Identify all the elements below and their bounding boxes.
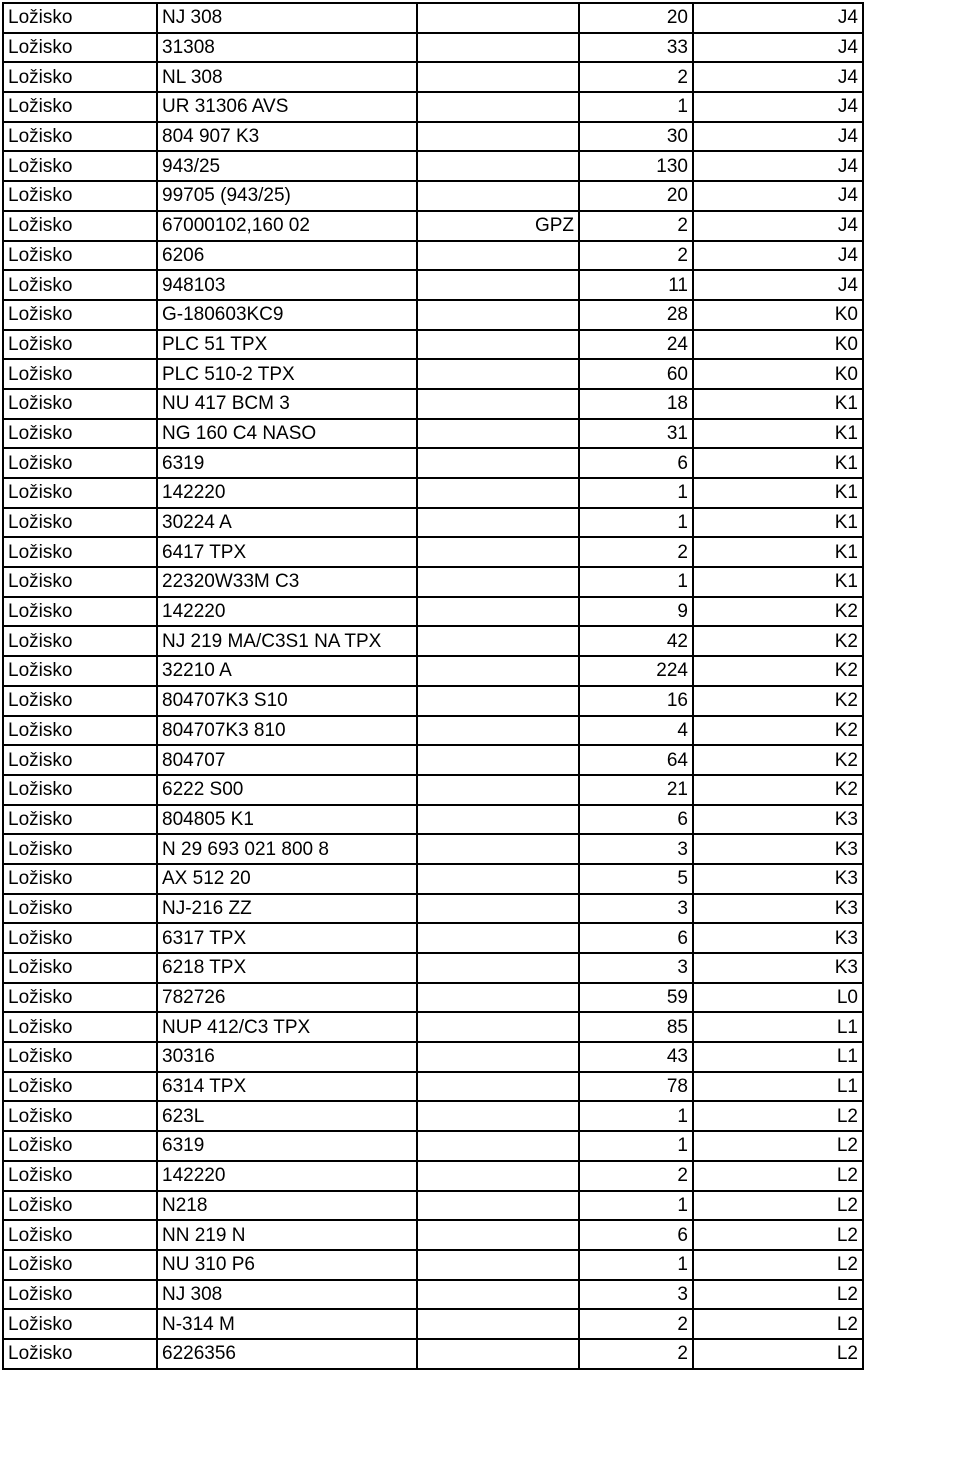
item-location-cell[interactable]: J4 — [693, 270, 863, 300]
item-code-cell[interactable]: 804707K3 S10 — [157, 686, 417, 716]
item-note-cell[interactable] — [417, 92, 579, 122]
table-row — [3, 983, 863, 1013]
item-note-cell[interactable] — [417, 270, 579, 300]
item-quantity-cell[interactable]: 20 — [579, 3, 693, 33]
item-location-cell[interactable]: K1 — [693, 567, 863, 597]
table-row — [3, 1161, 863, 1191]
item-code-cell[interactable]: 804707 — [157, 745, 417, 775]
item-name-cell[interactable]: Ložisko — [3, 953, 157, 983]
table-row — [3, 745, 863, 775]
item-quantity-cell[interactable]: 59 — [579, 983, 693, 1013]
table-row — [3, 567, 863, 597]
item-name-cell[interactable]: Ložisko — [3, 983, 157, 1013]
item-name-cell[interactable]: Ložisko — [3, 62, 157, 92]
item-code-cell[interactable]: NN 219 N — [157, 1220, 417, 1250]
item-note-cell[interactable] — [417, 716, 579, 746]
table-row — [3, 241, 863, 271]
table-row — [3, 181, 863, 211]
item-name-cell[interactable]: Ložisko — [3, 626, 157, 656]
item-quantity-cell[interactable]: 1 — [579, 1191, 693, 1221]
item-quantity-cell[interactable]: 6 — [579, 448, 693, 478]
item-quantity-cell[interactable]: 6 — [579, 1220, 693, 1250]
item-quantity-cell[interactable]: 60 — [579, 359, 693, 389]
item-note-cell[interactable] — [417, 1042, 579, 1072]
item-note-cell[interactable] — [417, 300, 579, 330]
item-location-cell[interactable]: J4 — [693, 241, 863, 271]
item-quantity-cell[interactable]: 64 — [579, 745, 693, 775]
item-location-cell[interactable]: K1 — [693, 448, 863, 478]
item-code-cell[interactable]: 32210 A — [157, 656, 417, 686]
item-note-cell[interactable] — [417, 1161, 579, 1191]
item-name-cell[interactable]: Ložisko — [3, 270, 157, 300]
item-quantity-cell[interactable]: 2 — [579, 1309, 693, 1339]
item-note-cell[interactable] — [417, 953, 579, 983]
item-note-cell[interactable] — [417, 567, 579, 597]
item-location-cell[interactable]: J4 — [693, 122, 863, 152]
item-note-cell[interactable] — [417, 894, 579, 924]
item-location-cell[interactable]: J4 — [693, 92, 863, 122]
table-row — [3, 1101, 863, 1131]
item-code-cell[interactable]: N 29 693 021 800 8 — [157, 834, 417, 864]
item-note-cell[interactable] — [417, 122, 579, 152]
item-location-cell[interactable]: J4 — [693, 181, 863, 211]
item-code-cell[interactable]: 30316 — [157, 1042, 417, 1072]
item-location-cell[interactable]: J4 — [693, 3, 863, 33]
item-quantity-cell[interactable]: 2 — [579, 537, 693, 567]
item-code-cell[interactable]: 142220 — [157, 478, 417, 508]
item-location-cell[interactable]: K1 — [693, 478, 863, 508]
item-name-cell[interactable]: Ložisko — [3, 508, 157, 538]
table-row — [3, 716, 863, 746]
item-note-cell[interactable] — [417, 181, 579, 211]
inventory-table-body — [3, 3, 863, 1369]
item-code-cell[interactable]: 67000102,160 02 — [157, 211, 417, 241]
table-row — [3, 1250, 863, 1280]
item-name-cell[interactable]: Ložisko — [3, 894, 157, 924]
table-row — [3, 3, 863, 33]
item-note-cell[interactable] — [417, 983, 579, 1013]
item-name-cell[interactable]: Ložisko — [3, 389, 157, 419]
item-code-cell[interactable]: 6319 — [157, 1131, 417, 1161]
item-name-cell[interactable]: Ložisko — [3, 1280, 157, 1310]
item-location-cell[interactable]: L2 — [693, 1101, 863, 1131]
item-name-cell[interactable]: Ložisko — [3, 211, 157, 241]
item-quantity-cell[interactable]: 1 — [579, 92, 693, 122]
item-quantity-cell[interactable]: 2 — [579, 241, 693, 271]
table-row — [3, 1191, 863, 1221]
item-name-cell[interactable]: Ložisko — [3, 1101, 157, 1131]
item-code-cell[interactable]: UR 31306 AVS — [157, 92, 417, 122]
item-quantity-cell[interactable]: 16 — [579, 686, 693, 716]
item-location-cell[interactable]: K1 — [693, 419, 863, 449]
item-location-cell[interactable]: K2 — [693, 686, 863, 716]
item-name-cell[interactable]: Ložisko — [3, 122, 157, 152]
item-note-cell[interactable] — [417, 330, 579, 360]
inventory-table — [2, 2, 864, 1370]
item-code-cell[interactable]: 782726 — [157, 983, 417, 1013]
table-row — [3, 1339, 863, 1369]
table-row — [3, 923, 863, 953]
item-note-cell[interactable] — [417, 686, 579, 716]
item-code-cell[interactable]: NL 308 — [157, 62, 417, 92]
table-row — [3, 330, 863, 360]
item-note-cell[interactable] — [417, 241, 579, 271]
table-row — [3, 834, 863, 864]
item-location-cell[interactable]: K2 — [693, 775, 863, 805]
item-location-cell[interactable]: K2 — [693, 656, 863, 686]
item-code-cell[interactable]: 6417 TPX — [157, 537, 417, 567]
table-row — [3, 1012, 863, 1042]
item-note-cell[interactable] — [417, 656, 579, 686]
table-row — [3, 1280, 863, 1310]
item-code-cell[interactable]: 623L — [157, 1101, 417, 1131]
item-quantity-cell[interactable]: 130 — [579, 151, 693, 181]
item-quantity-cell[interactable]: 21 — [579, 775, 693, 805]
table-row — [3, 1072, 863, 1102]
item-note-cell[interactable] — [417, 33, 579, 63]
item-name-cell[interactable]: Ložisko — [3, 330, 157, 360]
table-row — [3, 1220, 863, 1250]
item-code-cell[interactable]: NJ 308 — [157, 1280, 417, 1310]
item-code-cell[interactable]: 6206 — [157, 241, 417, 271]
table-row — [3, 686, 863, 716]
item-name-cell[interactable]: Ložisko — [3, 478, 157, 508]
item-quantity-cell[interactable]: 42 — [579, 626, 693, 656]
item-quantity-cell[interactable]: 1 — [579, 1131, 693, 1161]
item-name-cell[interactable]: Ložisko — [3, 181, 157, 211]
item-location-cell[interactable]: K3 — [693, 894, 863, 924]
item-name-cell[interactable]: Ložisko — [3, 1072, 157, 1102]
item-quantity-cell[interactable]: 2 — [579, 1339, 693, 1369]
item-location-cell[interactable]: L2 — [693, 1191, 863, 1221]
item-quantity-cell[interactable]: 2 — [579, 62, 693, 92]
table-row — [3, 62, 863, 92]
item-quantity-cell[interactable]: 28 — [579, 300, 693, 330]
item-location-cell[interactable]: L2 — [693, 1339, 863, 1369]
item-name-cell[interactable]: Ložisko — [3, 359, 157, 389]
item-name-cell[interactable]: Ložisko — [3, 92, 157, 122]
item-code-cell[interactable]: 31308 — [157, 33, 417, 63]
item-location-cell[interactable]: K3 — [693, 864, 863, 894]
item-location-cell[interactable]: L2 — [693, 1280, 863, 1310]
item-code-cell[interactable]: NJ 219 MA/C3S1 NA TPX — [157, 626, 417, 656]
item-location-cell[interactable]: K2 — [693, 745, 863, 775]
table-row — [3, 389, 863, 419]
item-quantity-cell[interactable]: 9 — [579, 597, 693, 627]
item-quantity-cell[interactable]: 5 — [579, 864, 693, 894]
item-name-cell[interactable]: Ložisko — [3, 1250, 157, 1280]
item-code-cell[interactable]: 99705 (943/25) — [157, 181, 417, 211]
item-quantity-cell[interactable]: 224 — [579, 656, 693, 686]
item-note-cell[interactable] — [417, 151, 579, 181]
table-row — [3, 359, 863, 389]
item-note-cell[interactable] — [417, 389, 579, 419]
item-note-cell[interactable] — [417, 923, 579, 953]
item-location-cell[interactable]: K1 — [693, 537, 863, 567]
item-name-cell[interactable]: Ložisko — [3, 1339, 157, 1369]
item-name-cell[interactable]: Ložisko — [3, 1161, 157, 1191]
item-quantity-cell[interactable]: 33 — [579, 33, 693, 63]
item-code-cell[interactable]: 6226356 — [157, 1339, 417, 1369]
item-name-cell[interactable]: Ložisko — [3, 1309, 157, 1339]
item-code-cell[interactable]: NJ 308 — [157, 3, 417, 33]
item-quantity-cell[interactable]: 1 — [579, 567, 693, 597]
item-name-cell[interactable]: Ložisko — [3, 3, 157, 33]
item-note-cell[interactable] — [417, 1309, 579, 1339]
item-quantity-cell[interactable]: 30 — [579, 122, 693, 152]
item-note-cell[interactable] — [417, 1072, 579, 1102]
item-quantity-cell[interactable]: 31 — [579, 419, 693, 449]
item-quantity-cell[interactable]: 11 — [579, 270, 693, 300]
item-location-cell[interactable]: K2 — [693, 716, 863, 746]
item-quantity-cell[interactable]: 4 — [579, 716, 693, 746]
table-row — [3, 775, 863, 805]
item-name-cell[interactable]: Ložisko — [3, 241, 157, 271]
item-location-cell[interactable]: L2 — [693, 1220, 863, 1250]
item-code-cell[interactable]: G-180603KC9 — [157, 300, 417, 330]
item-note-cell[interactable] — [417, 864, 579, 894]
item-note-cell[interactable]: GPZ — [417, 211, 579, 241]
item-note-cell[interactable] — [417, 1339, 579, 1369]
item-quantity-cell[interactable]: 43 — [579, 1042, 693, 1072]
item-code-cell[interactable]: NU 310 P6 — [157, 1250, 417, 1280]
item-code-cell[interactable]: 6317 TPX — [157, 923, 417, 953]
item-name-cell[interactable]: Ložisko — [3, 567, 157, 597]
table-row — [3, 656, 863, 686]
item-quantity-cell[interactable]: 2 — [579, 211, 693, 241]
item-note-cell[interactable] — [417, 775, 579, 805]
item-name-cell[interactable]: Ložisko — [3, 805, 157, 835]
table-row — [3, 122, 863, 152]
item-quantity-cell[interactable]: 1 — [579, 508, 693, 538]
item-quantity-cell[interactable]: 18 — [579, 389, 693, 419]
item-note-cell[interactable] — [417, 1012, 579, 1042]
item-note-cell[interactable] — [417, 508, 579, 538]
item-name-cell[interactable]: Ložisko — [3, 775, 157, 805]
item-location-cell[interactable]: L1 — [693, 1012, 863, 1042]
item-location-cell[interactable]: L2 — [693, 1250, 863, 1280]
table-row — [3, 864, 863, 894]
item-code-cell[interactable]: 804805 K1 — [157, 805, 417, 835]
table-row — [3, 805, 863, 835]
item-location-cell[interactable]: L2 — [693, 1309, 863, 1339]
item-quantity-cell[interactable]: 24 — [579, 330, 693, 360]
item-quantity-cell[interactable]: 1 — [579, 1250, 693, 1280]
item-name-cell[interactable]: Ložisko — [3, 716, 157, 746]
item-note-cell[interactable] — [417, 419, 579, 449]
item-code-cell[interactable]: 30224 A — [157, 508, 417, 538]
table-row — [3, 537, 863, 567]
item-code-cell[interactable]: PLC 51 TPX — [157, 330, 417, 360]
item-code-cell[interactable]: 6314 TPX — [157, 1072, 417, 1102]
item-quantity-cell[interactable]: 6 — [579, 805, 693, 835]
item-code-cell[interactable]: 6218 TPX — [157, 953, 417, 983]
item-location-cell[interactable]: J4 — [693, 151, 863, 181]
item-note-cell[interactable] — [417, 448, 579, 478]
table-row — [3, 211, 863, 241]
item-code-cell[interactable]: 22320W33M C3 — [157, 567, 417, 597]
item-note-cell[interactable] — [417, 745, 579, 775]
item-name-cell[interactable]: Ložisko — [3, 1012, 157, 1042]
item-name-cell[interactable]: Ložisko — [3, 1042, 157, 1072]
item-location-cell[interactable]: J4 — [693, 211, 863, 241]
item-quantity-cell[interactable]: 1 — [579, 478, 693, 508]
item-location-cell[interactable]: K0 — [693, 359, 863, 389]
item-quantity-cell[interactable]: 3 — [579, 1280, 693, 1310]
item-note-cell[interactable] — [417, 805, 579, 835]
item-code-cell[interactable]: AX 512 20 — [157, 864, 417, 894]
table-row — [3, 478, 863, 508]
item-note-cell[interactable] — [417, 62, 579, 92]
item-name-cell[interactable]: Ložisko — [3, 448, 157, 478]
item-note-cell[interactable] — [417, 597, 579, 627]
item-location-cell[interactable]: K3 — [693, 805, 863, 835]
item-note-cell[interactable] — [417, 478, 579, 508]
item-code-cell[interactable]: NU 417 BCM 3 — [157, 389, 417, 419]
item-name-cell[interactable]: Ložisko — [3, 834, 157, 864]
table-row — [3, 597, 863, 627]
item-location-cell[interactable]: K2 — [693, 626, 863, 656]
table-row — [3, 1309, 863, 1339]
item-location-cell[interactable]: L2 — [693, 1131, 863, 1161]
item-name-cell[interactable]: Ložisko — [3, 686, 157, 716]
item-name-cell[interactable]: Ložisko — [3, 923, 157, 953]
item-quantity-cell[interactable]: 78 — [579, 1072, 693, 1102]
item-note-cell[interactable] — [417, 626, 579, 656]
item-name-cell[interactable]: Ložisko — [3, 1131, 157, 1161]
item-name-cell[interactable]: Ložisko — [3, 745, 157, 775]
item-location-cell[interactable]: K1 — [693, 508, 863, 538]
item-quantity-cell[interactable]: 3 — [579, 894, 693, 924]
item-quantity-cell[interactable]: 3 — [579, 953, 693, 983]
item-name-cell[interactable]: Ložisko — [3, 151, 157, 181]
item-code-cell[interactable]: 804707K3 810 — [157, 716, 417, 746]
table-row — [3, 151, 863, 181]
table-row — [3, 33, 863, 63]
table-row — [3, 419, 863, 449]
item-quantity-cell[interactable]: 3 — [579, 834, 693, 864]
item-location-cell[interactable]: K3 — [693, 953, 863, 983]
item-note-cell[interactable] — [417, 1220, 579, 1250]
item-location-cell[interactable]: K1 — [693, 389, 863, 419]
item-code-cell[interactable]: 142220 — [157, 597, 417, 627]
item-name-cell[interactable]: Ložisko — [3, 864, 157, 894]
item-location-cell[interactable]: K3 — [693, 923, 863, 953]
item-quantity-cell[interactable]: 85 — [579, 1012, 693, 1042]
item-note-cell[interactable] — [417, 3, 579, 33]
item-note-cell[interactable] — [417, 359, 579, 389]
table-row — [3, 953, 863, 983]
table-row — [3, 1131, 863, 1161]
item-location-cell[interactable]: L1 — [693, 1042, 863, 1072]
item-code-cell[interactable]: NUP 412/C3 TPX — [157, 1012, 417, 1042]
item-name-cell[interactable]: Ložisko — [3, 419, 157, 449]
item-note-cell[interactable] — [417, 537, 579, 567]
table-row — [3, 270, 863, 300]
item-location-cell[interactable]: L0 — [693, 983, 863, 1013]
table-row — [3, 92, 863, 122]
table-row — [3, 626, 863, 656]
item-code-cell[interactable]: NG 160 C4 NASO — [157, 419, 417, 449]
item-code-cell[interactable]: N218 — [157, 1191, 417, 1221]
item-quantity-cell[interactable]: 6 — [579, 923, 693, 953]
item-note-cell[interactable] — [417, 1191, 579, 1221]
table-row — [3, 508, 863, 538]
item-location-cell[interactable]: J4 — [693, 33, 863, 63]
item-note-cell[interactable] — [417, 1250, 579, 1280]
item-location-cell[interactable]: L2 — [693, 1161, 863, 1191]
item-code-cell[interactable]: 804 907 K3 — [157, 122, 417, 152]
item-note-cell[interactable] — [417, 1280, 579, 1310]
item-location-cell[interactable]: L1 — [693, 1072, 863, 1102]
item-name-cell[interactable]: Ložisko — [3, 1191, 157, 1221]
item-note-cell[interactable] — [417, 1131, 579, 1161]
item-code-cell[interactable]: PLC 510-2 TPX — [157, 359, 417, 389]
item-quantity-cell[interactable]: 1 — [579, 1101, 693, 1131]
item-name-cell[interactable]: Ložisko — [3, 300, 157, 330]
table-row — [3, 894, 863, 924]
item-code-cell[interactable]: 6319 — [157, 448, 417, 478]
item-location-cell[interactable]: K3 — [693, 834, 863, 864]
item-code-cell[interactable]: N-314 M — [157, 1309, 417, 1339]
item-name-cell[interactable]: Ložisko — [3, 537, 157, 567]
item-location-cell[interactable]: J4 — [693, 62, 863, 92]
item-quantity-cell[interactable]: 20 — [579, 181, 693, 211]
item-note-cell[interactable] — [417, 1101, 579, 1131]
item-name-cell[interactable]: Ložisko — [3, 597, 157, 627]
item-name-cell[interactable]: Ložisko — [3, 33, 157, 63]
item-name-cell[interactable]: Ložisko — [3, 1220, 157, 1250]
table-row — [3, 448, 863, 478]
item-location-cell[interactable]: K2 — [693, 597, 863, 627]
item-code-cell[interactable]: 142220 — [157, 1161, 417, 1191]
item-name-cell[interactable]: Ložisko — [3, 656, 157, 686]
item-location-cell[interactable]: K0 — [693, 330, 863, 360]
item-location-cell[interactable]: K0 — [693, 300, 863, 330]
item-note-cell[interactable] — [417, 834, 579, 864]
item-quantity-cell[interactable]: 2 — [579, 1161, 693, 1191]
table-row — [3, 1042, 863, 1072]
table-row — [3, 300, 863, 330]
item-code-cell[interactable]: NJ-216 ZZ — [157, 894, 417, 924]
item-code-cell[interactable]: 943/25 — [157, 151, 417, 181]
item-code-cell[interactable]: 948103 — [157, 270, 417, 300]
item-code-cell[interactable]: 6222 S00 — [157, 775, 417, 805]
